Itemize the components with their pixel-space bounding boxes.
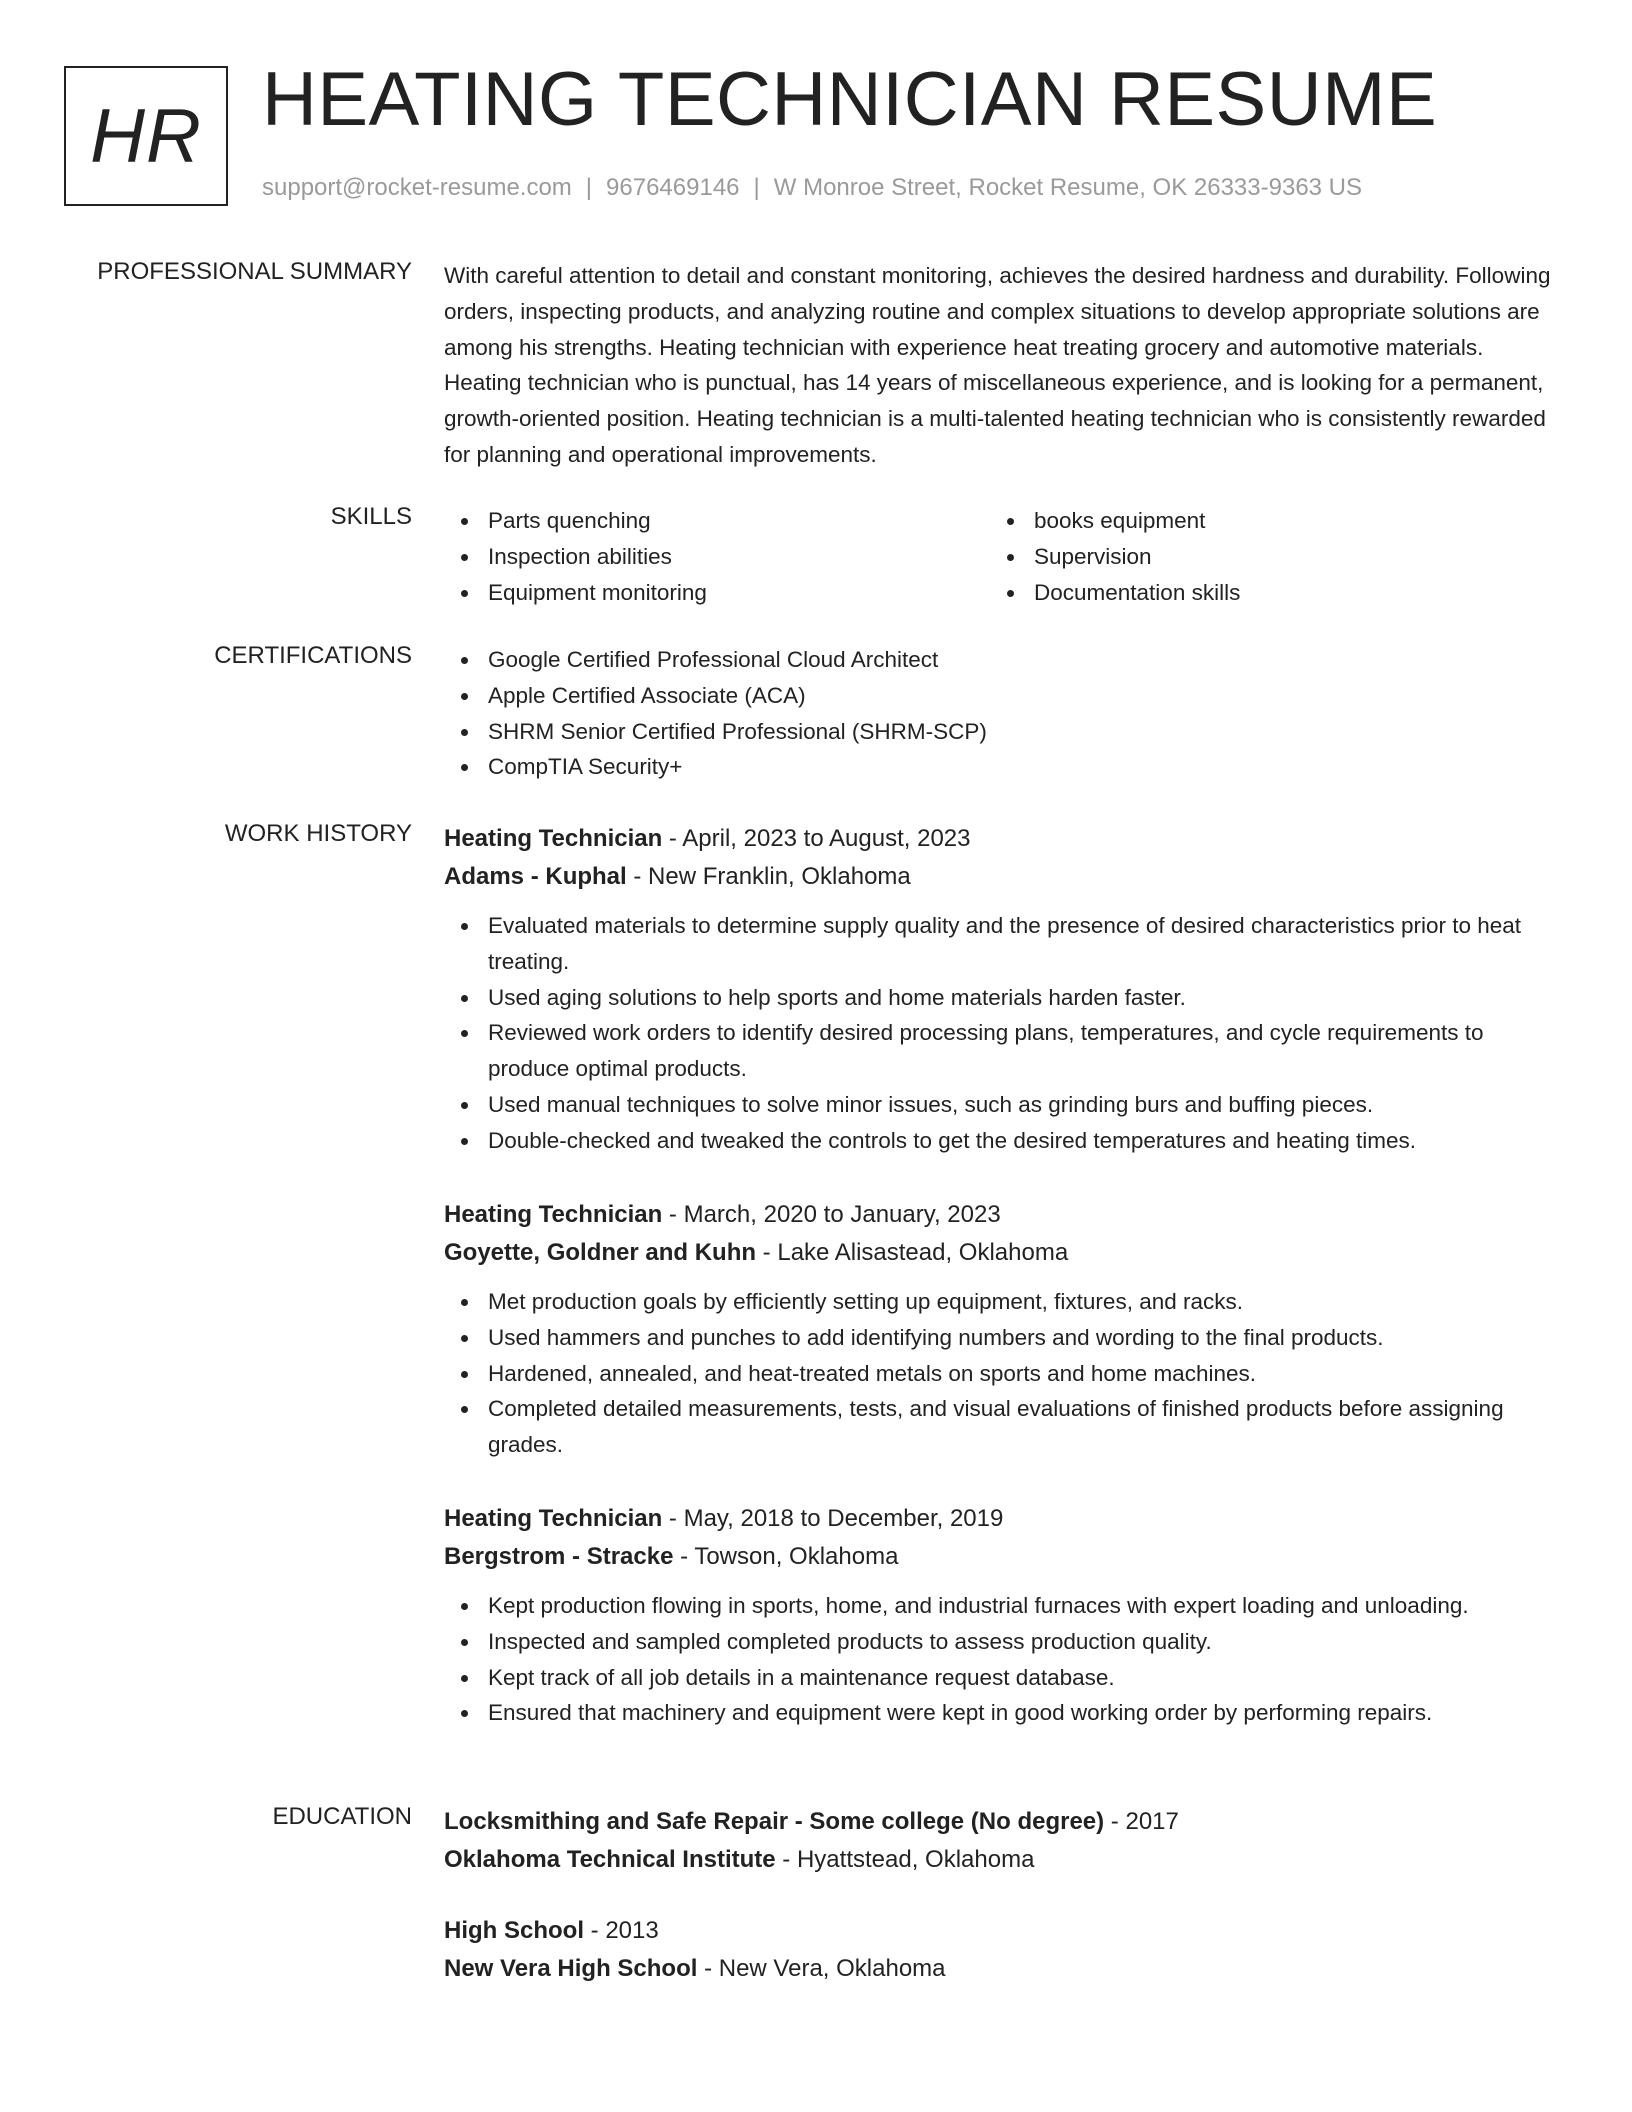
certifications-list <box>444 642 1554 785</box>
job-title-line <box>444 820 1554 858</box>
education-entry <box>444 1912 1554 1988</box>
certification-item: SHRM Senior Certified Professional (SHRM-SCP) <box>444 714 1554 750</box>
summary-text: With careful attention to detail and constant monitoring, achieves the desired hardness and durability. Following orders, inspecting products, and analyzing routine and complex situations to develop appropriate solutions are among his strengths. Heating technician with experience heat treating grocery and automotive materials. Heating technician who is punctual, has 14 years of miscellaneous experience, and is looking for a permanent, growth-oriented position. Heating technician is a multi-talented heating technician who is consistently rewarded for planning and operational improvements. <box>444 263 1551 467</box>
job-duty: Reviewed work orders to identify desired processing plans, temperatures, and cycle requirements to produce optimal products. <box>444 1015 1554 1087</box>
job-duties-list <box>444 1284 1554 1463</box>
contact-line <box>262 174 1362 202</box>
job-dates: - March, 2020 to January, 2023 <box>662 1201 1001 1228</box>
education-degree: High School <box>444 1917 584 1944</box>
job-duty: Double-checked and tweaked the controls to get the desired temperatures and heating times. <box>444 1123 1554 1159</box>
education-degree-line <box>444 1912 1554 1950</box>
job-title-line <box>444 1196 1554 1234</box>
job-duty: Kept track of all job details in a maintenance request database. <box>444 1660 1554 1696</box>
certification-item: Google Certified Professional Cloud Architect <box>444 642 1554 678</box>
summary-label: PROFESSIONAL SUMMARY <box>97 258 412 285</box>
education-location: - New Vera, Oklahoma <box>697 1955 946 1982</box>
job-company: Bergstrom - Stracke <box>444 1543 674 1570</box>
job-duty: Used manual techniques to solve minor issues, such as grinding burs and buffing pieces. <box>444 1087 1554 1123</box>
job-company: Adams - Kuphal <box>444 863 627 890</box>
job-duty: Used aging solutions to help sports and home materials harden faster. <box>444 980 1554 1016</box>
skill-item: Equipment monitoring <box>444 575 990 611</box>
skills-list-right <box>990 503 1536 610</box>
job-entry <box>444 1500 1554 1731</box>
education-year: - 2013 <box>584 1917 659 1944</box>
job-entry <box>444 1196 1554 1463</box>
education-degree-line <box>444 1803 1554 1841</box>
job-entry <box>444 820 1554 1159</box>
education-entry <box>444 1803 1554 1879</box>
job-location: - New Franklin, Oklahoma <box>626 863 911 890</box>
job-title: Heating Technician <box>444 825 663 852</box>
job-duty: Inspected and sampled completed products to assess production quality. <box>444 1624 1554 1660</box>
job-company-line <box>444 858 1554 896</box>
contact-separator: | <box>585 174 593 201</box>
job-title: Heating Technician <box>444 1201 663 1228</box>
job-duties-list <box>444 908 1554 1159</box>
job-duties-list <box>444 1588 1554 1731</box>
job-duty: Used hammers and punches to add identifying numbers and wording to the final products. <box>444 1320 1554 1356</box>
job-duty: Evaluated materials to determine supply quality and the presence of desired characteristics prior to heat treating. <box>444 908 1554 980</box>
education-school-line <box>444 1841 1554 1879</box>
certification-item: Apple Certified Associate (ACA) <box>444 678 1554 714</box>
certification-item: CompTIA Security+ <box>444 749 1554 785</box>
skill-item: Documentation skills <box>990 575 1536 611</box>
education-year: - 2017 <box>1104 1808 1179 1835</box>
address: W Monroe Street, Rocket Resume, OK 26333-9363 US <box>773 174 1363 201</box>
skill-item: books equipment <box>990 503 1536 539</box>
contact-separator: | <box>753 174 760 201</box>
job-duty: Hardened, annealed, and heat-treated metals on sports and home machines. <box>444 1356 1554 1392</box>
job-duty: Ensured that machinery and equipment were kept in good working order by performing repairs. <box>444 1695 1554 1731</box>
certifications-label: CERTIFICATIONS <box>214 642 412 669</box>
skill-item: Supervision <box>990 539 1536 575</box>
skill-item: Parts quenching <box>444 503 990 539</box>
job-duty: Kept production flowing in sports, home, and industrial furnaces with expert loading and unloading. <box>444 1588 1554 1624</box>
education-school: Oklahoma Technical Institute <box>444 1846 776 1873</box>
work-history-label: WORK HISTORY <box>224 820 412 847</box>
education-location: - Hyattstead, Oklahoma <box>775 1846 1035 1873</box>
job-company: Goyette, Goldner and Kuhn <box>444 1239 757 1266</box>
job-company-line <box>444 1234 1554 1272</box>
education-degree: Locksmithing and Safe Repair - Some college (No degree) <box>444 1808 1105 1835</box>
job-title: Heating Technician <box>444 1505 663 1532</box>
job-location: - Towson, Oklahoma <box>673 1543 899 1570</box>
job-title-line <box>444 1500 1554 1538</box>
skills-label: SKILLS <box>330 503 412 530</box>
phone-number: 9676469146 <box>606 174 740 201</box>
education-school: New Vera High School <box>444 1955 698 1982</box>
job-company-line <box>444 1538 1554 1576</box>
job-dates: - April, 2023 to August, 2023 <box>662 825 971 852</box>
skill-item: Inspection abilities <box>444 539 990 575</box>
job-location: - Lake Alisastead, Oklahoma <box>756 1239 1069 1266</box>
education-school-line <box>444 1950 1554 1988</box>
job-duty: Completed detailed measurements, tests, and visual evaluations of finished products before assigning grades. <box>444 1391 1554 1463</box>
education-label: EDUCATION <box>272 1803 412 1830</box>
job-dates: - May, 2018 to December, 2019 <box>662 1505 1004 1532</box>
email-link[interactable]: support@rocket-resume.com <box>262 174 572 201</box>
page-title: HEATING TECHNICIAN RESUME <box>262 57 1438 142</box>
job-duty: Met production goals by efficiently setting up equipment, fixtures, and racks. <box>444 1284 1554 1320</box>
monogram-logo: HR <box>64 66 228 206</box>
skills-list-left <box>444 503 990 610</box>
